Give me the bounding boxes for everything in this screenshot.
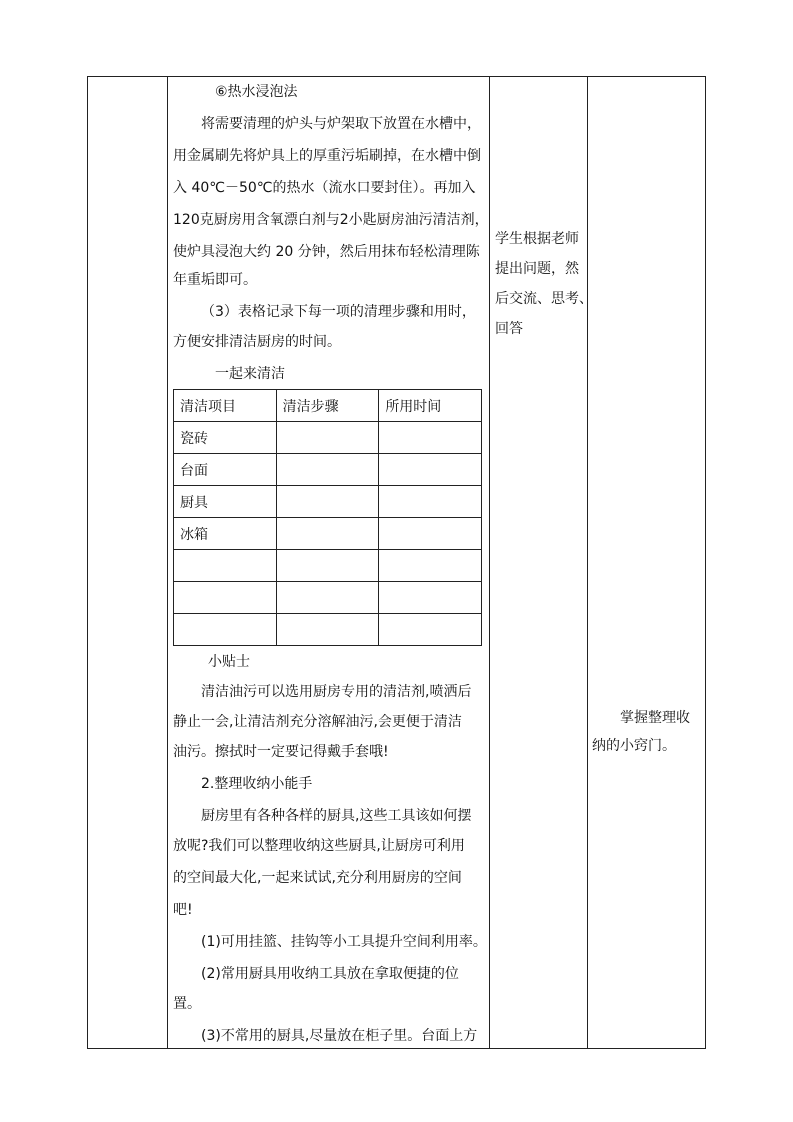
table-row xyxy=(174,422,482,454)
item-cell: 瓷砖 xyxy=(174,422,277,454)
item-cell xyxy=(174,614,277,646)
student-activity-cell xyxy=(495,224,593,344)
paragraph-line: 置。 xyxy=(173,996,201,1012)
header-cell: 所用时间 xyxy=(379,390,482,422)
student-activity-line: 后交流、思考、 xyxy=(495,291,593,307)
column-divider-1 xyxy=(167,76,168,1049)
paragraph-line: 静止一会,让清洁剂充分溶解油污,会更便于清洁 xyxy=(173,714,462,730)
paragraph-line: 清洁油污可以选用厨房专用的清洁剂,喷洒后 xyxy=(201,684,472,700)
steps-cell xyxy=(276,454,379,486)
student-activity-line: 学生根据老师 xyxy=(495,231,579,247)
paragraph-line: 使炉具浸泡大约 20 分钟，然后用抹布轻松清理陈 xyxy=(173,244,480,260)
item-cell: 厨具 xyxy=(174,486,277,518)
time-cell xyxy=(379,550,482,582)
student-activity-line: 回答 xyxy=(495,321,523,337)
list-item: (3)不常用的厨具,尽量放在柜子里。台面上方 xyxy=(201,1028,478,1044)
paragraph-line: 入 40℃－50℃的热水（流水口要封住）。再加入 xyxy=(173,180,476,196)
table-row xyxy=(174,454,482,486)
steps-cell xyxy=(276,422,379,454)
cleaning-record-table xyxy=(173,389,482,646)
list-item: (2)常用厨具用收纳工具放在拿取便捷的位 xyxy=(201,966,459,982)
paragraph-line: 120克厨房用含氧漂白剂与2小匙厨房油污清洁剂， xyxy=(173,212,489,228)
table-row xyxy=(174,518,482,550)
time-cell xyxy=(379,518,482,550)
paragraph-line: 用金属刷先将炉具上的厚重污垢刷掉，在水槽中倒 xyxy=(173,148,481,164)
student-activity-line: 提出问题，然 xyxy=(495,261,579,277)
steps-cell xyxy=(276,550,379,582)
item-cell: 冰箱 xyxy=(174,518,277,550)
table-row xyxy=(174,550,482,582)
column-divider-3 xyxy=(587,76,588,1049)
paragraph-line: 吧! xyxy=(173,902,193,918)
paragraph-line: 方便安排清洁厨房的时间。 xyxy=(173,334,341,350)
steps-cell xyxy=(276,486,379,518)
table-row xyxy=(174,486,482,518)
table-caption: 一起来清洁 xyxy=(215,366,285,382)
design-intent-line: 掌握整理收 xyxy=(620,710,690,726)
time-cell xyxy=(379,486,482,518)
item-cell xyxy=(174,550,277,582)
paragraph-line: 将需要清理的炉头与炉架取下放置在水槽中， xyxy=(201,116,481,132)
time-cell xyxy=(379,614,482,646)
table-row xyxy=(174,614,482,646)
section-heading: 2.整理收纳小能手 xyxy=(201,776,313,792)
list-item: (1)可用挂篮、挂钩等小工具提升空间利用率。 xyxy=(201,934,487,950)
item-cell: 台面 xyxy=(174,454,277,486)
table-header-row xyxy=(174,390,482,422)
method-heading: ⑥热水浸泡法 xyxy=(215,84,298,100)
design-intent-cell xyxy=(592,704,704,760)
time-cell xyxy=(379,454,482,486)
paragraph-line: 的空间最大化,一起来试试,充分利用厨房的空间 xyxy=(173,870,462,886)
paragraph-line: 年重垢即可。 xyxy=(173,272,257,288)
paragraph-line: 放呢?我们可以整理收纳这些厨具,让厨房可利用 xyxy=(173,838,465,854)
item-cell xyxy=(174,582,277,614)
header-cell: 清洁项目 xyxy=(174,390,277,422)
paragraph-line: （3）表格记录下每一项的清理步骤和用时， xyxy=(201,304,476,320)
design-intent-line: 纳的小窍门。 xyxy=(592,738,676,754)
steps-cell xyxy=(276,582,379,614)
header-cell: 清洁步骤 xyxy=(276,390,379,422)
steps-cell xyxy=(276,518,379,550)
paragraph-line: 厨房里有各种各样的厨具,这些工具该如何摆 xyxy=(201,808,472,824)
table-row xyxy=(174,582,482,614)
time-cell xyxy=(379,422,482,454)
column-divider-2 xyxy=(489,76,490,1049)
steps-cell xyxy=(276,614,379,646)
time-cell xyxy=(379,582,482,614)
tips-heading: 小贴士 xyxy=(208,654,250,670)
paragraph-line: 油污。擦拭时一定要记得戴手套哦! xyxy=(173,744,389,760)
